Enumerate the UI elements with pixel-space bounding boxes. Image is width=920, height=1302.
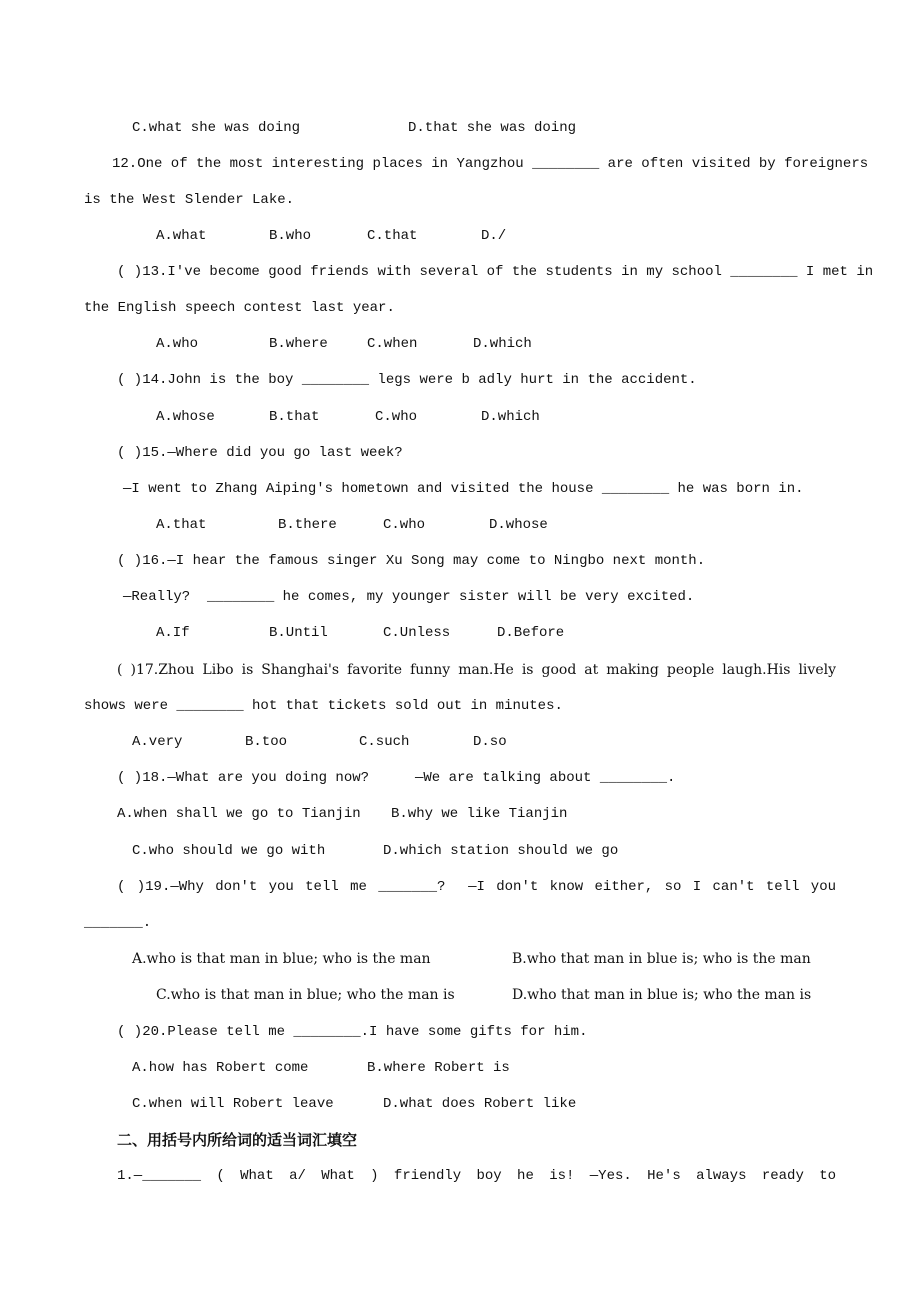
q14-stem: ( )14.John is the boy ________ legs were b adly hurt in the accident. bbox=[117, 372, 697, 388]
q16-stem-line1: ( )16.—I hear the famous singer Xu Song may come to Ningbo next month. bbox=[117, 553, 706, 569]
q13-stem-line1: ( )13.I've become good friends with several of the students in my school ________ I met in bbox=[117, 264, 874, 280]
q12-option-b: B.who bbox=[269, 228, 312, 244]
q15-stem-line1: ( )15.—Where did you go last week? bbox=[117, 445, 403, 461]
q12-stem-line2: is the West Slender Lake. bbox=[84, 192, 295, 208]
q14-option-c: C.who bbox=[375, 409, 418, 425]
section2-q1-line1: 1.—_______ ( What a/ What ) friendly boy he is! —Yes. He's always ready to bbox=[117, 1168, 836, 1184]
q20-stem: ( )20.Please tell me ________.I have some gifts for him. bbox=[117, 1024, 588, 1040]
q20-option-c: C.when will Robert leave bbox=[132, 1096, 334, 1112]
q15-option-c: C.who bbox=[383, 517, 426, 533]
q20-option-a: A.how has Robert come bbox=[132, 1060, 309, 1076]
q16-option-c: C.Unless bbox=[383, 625, 451, 641]
q19-option-a: A.who is that man in blue; who is the man bbox=[132, 951, 431, 967]
q17-option-a: A.very bbox=[132, 734, 183, 750]
section-heading: 二、用括号内所给词的适当词汇填空 bbox=[117, 1131, 358, 1149]
q15-option-b: B.there bbox=[278, 517, 337, 533]
q19-stem-line1: ( )19.—Why don't you tell me _______? —I don't know either, so I can't tell you bbox=[117, 879, 836, 895]
q15-option-d: D.whose bbox=[489, 517, 548, 533]
q12-option-a: A.what bbox=[156, 228, 207, 244]
q13-stem-line2: the English speech contest last year. bbox=[84, 300, 395, 316]
q18-option-b: B.why we like Tianjin bbox=[391, 806, 568, 822]
q20-option-d: D.what does Robert like bbox=[383, 1096, 577, 1112]
q14-option-a: A.whose bbox=[156, 409, 215, 425]
q19-stem-line2: _______. bbox=[84, 915, 152, 931]
q13-option-d: D.which bbox=[473, 336, 532, 352]
q18-stem-answer: —We are talking about ________. bbox=[415, 770, 676, 786]
q16-stem-line2: —Really? ________ he comes, my younger sister will be very excited. bbox=[123, 589, 695, 605]
q17-stem-line2: shows were ________ hot that tickets sold out in minutes. bbox=[84, 698, 563, 714]
q19-option-d: D.who that man in blue is; who the man is bbox=[512, 987, 812, 1003]
q19-option-b: B.who that man in blue is; who is the man bbox=[512, 951, 811, 967]
q17-stem-line1: ( )17.Zhou Libo is Shanghai's favorite funny man.He is good at making people laugh.His lively bbox=[117, 662, 836, 678]
q13-option-a: A.who bbox=[156, 336, 199, 352]
q12-option-d: D./ bbox=[481, 228, 507, 244]
q18-option-c: C.who should we go with bbox=[132, 843, 326, 859]
q14-option-b: B.that bbox=[269, 409, 320, 425]
q18-stem-question: ( )18.—What are you doing now? bbox=[117, 770, 370, 786]
q18-option-a: A.when shall we go to Tianjin bbox=[117, 806, 361, 822]
q17-option-b: B.too bbox=[245, 734, 288, 750]
q16-option-b: B.Until bbox=[269, 625, 328, 641]
q19-option-c: C.who is that man in blue; who the man is bbox=[156, 987, 455, 1003]
q17-option-d: D.so bbox=[473, 734, 507, 750]
q15-stem-line2: —I went to Zhang Aiping's hometown and visited the house ________ he was born in. bbox=[123, 481, 804, 497]
q13-option-c: C.when bbox=[367, 336, 418, 352]
q17-option-c: C.such bbox=[359, 734, 410, 750]
q18-option-d: D.which station should we go bbox=[383, 843, 619, 859]
q14-option-d: D.which bbox=[481, 409, 540, 425]
q13-option-b: B.where bbox=[269, 336, 328, 352]
q16-option-a: A.If bbox=[156, 625, 190, 641]
q20-option-b: B.where Robert is bbox=[367, 1060, 510, 1076]
q12-option-c: C.that bbox=[367, 228, 418, 244]
q12-stem-line1: 12.One of the most interesting places in Yangzhou ________ are often visited by foreigners bbox=[112, 156, 869, 172]
q11-option-c: C.what she was doing bbox=[132, 120, 301, 136]
q15-option-a: A.that bbox=[156, 517, 207, 533]
q11-option-d: D.that she was doing bbox=[408, 120, 577, 136]
q16-option-d: D.Before bbox=[497, 625, 565, 641]
